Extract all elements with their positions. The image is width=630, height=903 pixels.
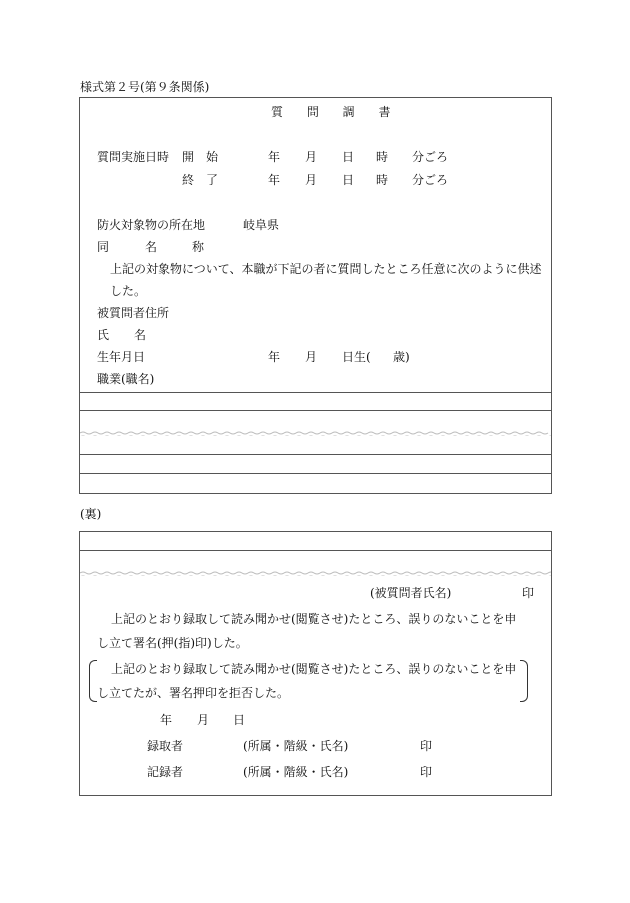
front-title: 質 問 調 書 — [271, 105, 401, 119]
datetime-label: 質問実施日時 — [97, 150, 170, 164]
location-value: 岐阜県 — [243, 218, 280, 232]
refused-line-1: 上記のとおり録取して読み聞かせ(閲覧させ)たところ、誤りのないことを申 — [111, 662, 517, 676]
start-month-unit: 月 — [305, 150, 318, 164]
end-hour-unit: 時 — [376, 173, 389, 187]
birth-day-suffix: 日生( — [342, 350, 371, 364]
back-date-month: 月 — [197, 713, 210, 727]
scribe-affiliation: (所属・階級・氏名) — [243, 765, 349, 779]
omission-wave — [80, 428, 551, 436]
rule-line — [79, 550, 552, 551]
birth-month-unit: 月 — [305, 350, 318, 364]
rule-line — [79, 473, 552, 474]
occupation-label: 職業(職名) — [97, 372, 155, 386]
end-day-unit: 日 — [342, 173, 355, 187]
facility-name-label-1: 同 — [97, 240, 110, 254]
rule-line — [79, 410, 552, 411]
recorder-label: 録取者 — [147, 739, 184, 753]
facility-name-label-2: 名 — [145, 240, 158, 254]
start-label: 開 始 — [182, 150, 219, 164]
refused-line-2: し立てたが、署名押印を拒否した。 — [97, 686, 290, 700]
person-name-label-1: 氏 — [97, 328, 110, 342]
statement-line-2: した。 — [110, 284, 147, 298]
start-day-unit: 日 — [342, 150, 355, 164]
back-date-day: 日 — [233, 713, 246, 727]
rule-line — [79, 454, 552, 455]
scribe-label: 記録者 — [147, 765, 184, 779]
left-bracket — [89, 660, 97, 702]
signed-line-1: 上記のとおり録取して読み聞かせ(閲覧させ)たところ、誤りのないことを申 — [111, 612, 517, 626]
respondent-label: (被質問者氏名) — [370, 586, 452, 600]
start-hour-unit: 時 — [376, 150, 389, 164]
wave-lines — [80, 431, 551, 436]
start-year-unit: 年 — [268, 150, 281, 164]
respondent-seal: 印 — [522, 586, 535, 600]
wave-lines — [80, 571, 551, 576]
back-label: (裏) — [80, 507, 102, 521]
end-month-unit: 月 — [305, 173, 318, 187]
birth-label: 生年月日 — [97, 350, 146, 364]
address-label: 被質問者住所 — [97, 306, 170, 320]
right-bracket — [520, 660, 528, 702]
start-minute-unit: 分ごろ — [412, 150, 449, 164]
location-label: 防火対象物の所在地 — [97, 218, 206, 232]
person-name-label-2: 名 — [134, 328, 147, 342]
birth-year-unit: 年 — [268, 350, 281, 364]
signed-line-2: し立て署名(押(指)印)した。 — [97, 636, 248, 650]
scribe-seal: 印 — [420, 765, 433, 779]
statement-line-1: 上記の対象物について、本職が下記の者に質問したところ任意に次のように供述 — [110, 262, 542, 276]
end-label: 終 了 — [182, 173, 219, 187]
end-minute-unit: 分ごろ — [412, 173, 449, 187]
facility-name-label-3: 称 — [192, 240, 205, 254]
rule-line — [79, 392, 552, 393]
recorder-affiliation: (所属・階級・氏名) — [243, 739, 349, 753]
back-date-year: 年 — [160, 713, 173, 727]
age-suffix: 歳) — [393, 350, 410, 364]
form-label: 様式第２号(第９条関係) — [80, 80, 210, 94]
end-year-unit: 年 — [268, 173, 281, 187]
omission-wave — [80, 568, 551, 576]
recorder-seal: 印 — [420, 739, 433, 753]
